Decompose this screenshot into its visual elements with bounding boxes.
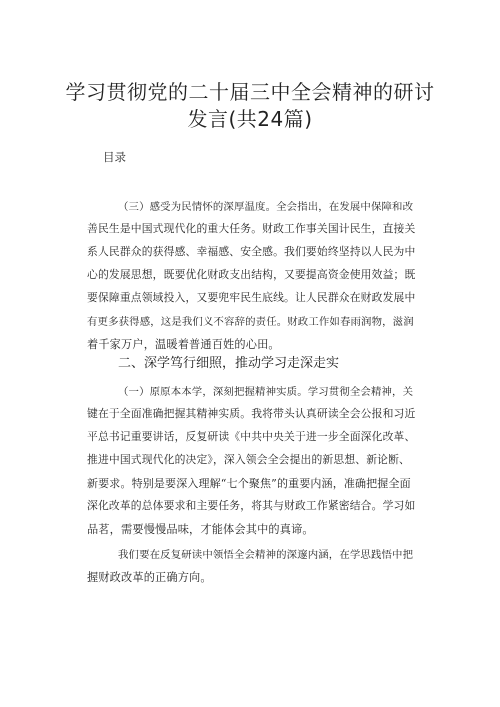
section-heading: 二、深学笃行细照，推动学习走深走实 (118, 356, 340, 371)
paragraph-line: 新要求。特别是要深入理解“七个聚焦”的重要内涵，准确把握全面 (87, 477, 411, 490)
paragraph-line: （三）感受为民情怀的深厚温度。全会指出，在发展中保障和改 (118, 201, 414, 213)
paragraph-line: 有更多获得感，这是我们义不容辞的责任。财政工作如春雨润物，滋润 (87, 316, 414, 328)
paragraph-line: 我们要在反复研读中领悟全会精神的深邃内涵，在学思践悟中把 (118, 549, 414, 561)
paragraph-line: 深化改革的总体要求和主要任务，将其与财政工作紧密结合。学习如 (87, 499, 416, 512)
paragraph-line: 平总书记重要讲话，反复研读《中共中央关于进一步全面深化改革、 (87, 430, 416, 443)
paragraph-line: 推进中国式现代化的决定》，深入领会全会提出的新思想、新论断、 (87, 453, 411, 466)
paragraph-line: 品茗，需要慢慢品味，才能体会其中的真谛。 (87, 523, 314, 536)
paragraph-line: 善民生是中国式现代化的重大任务。财政工作事关国计民生，直接关 (87, 222, 416, 235)
toc-label: 目录 (103, 150, 126, 164)
paragraph-line: 键在于全面准确把握其精神实质。我将带头认真研读全会公报和习近 (87, 407, 416, 420)
paragraph-line: 系人民群众的获得感、幸福感、安全感。我们要始终坚持以人民为中 (87, 245, 416, 258)
document-title-line2: 发言(共24篇) (187, 107, 313, 131)
paragraph-line: 握财政改革的正确方向。 (87, 571, 212, 584)
paragraph-line: （一）原原本本学，深刻把握精神实质。学习贯彻全会精神，关 (118, 386, 414, 398)
paragraph-line: 心的发展思想，既要优化财政支出结构，又要提高资金使用效益；既 (87, 268, 416, 281)
document-title-line1: 学习贯彻党的二十届三中全会精神的研讨 (65, 80, 435, 104)
paragraph-line: 要保障重点领域投入，又要兜牢民生底线。让人民群众在财政发展中 (87, 291, 416, 304)
paragraph-line: 着千家万户，温暖着普通百姓的心田。 (87, 338, 280, 351)
